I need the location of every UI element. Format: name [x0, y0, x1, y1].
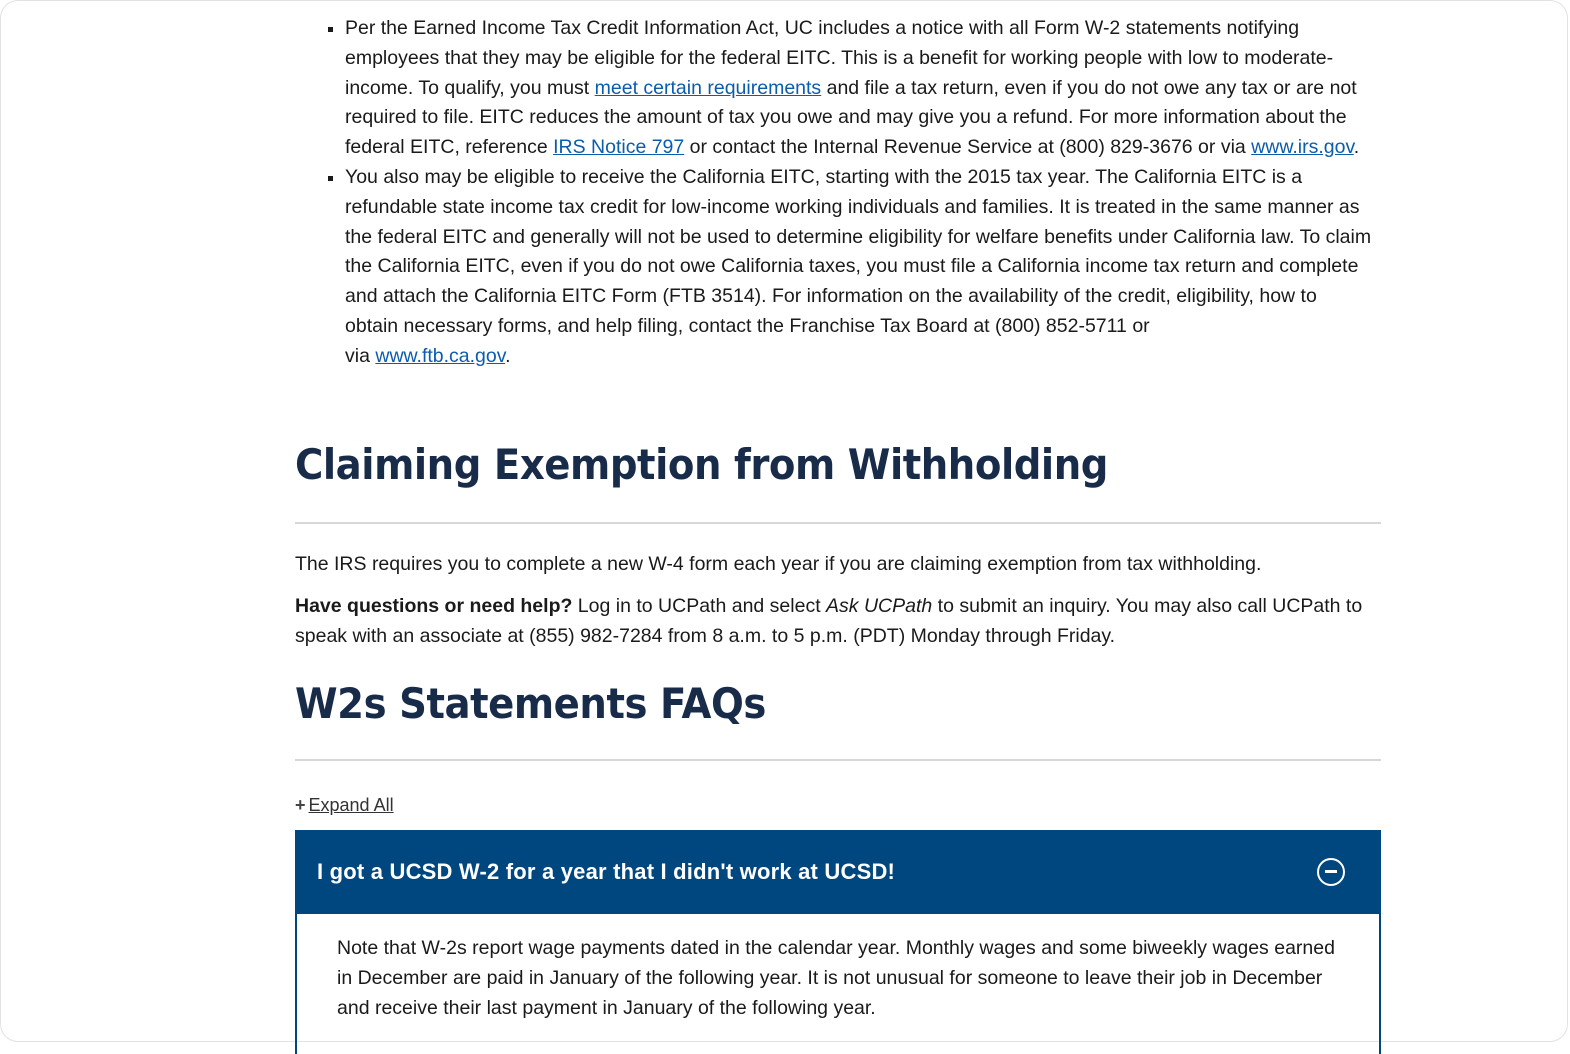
- help-paragraph: [295, 591, 1381, 651]
- bullet-text: .: [1353, 136, 1360, 159]
- meet-requirements-link[interactable]: meet certain requirements: [594, 76, 822, 99]
- minus-circle-icon[interactable]: [1317, 858, 1345, 886]
- faqs-heading: W2s Statements FAQs: [295, 678, 766, 728]
- bullet-text: You also may be eligible to receive the California EITC, starting with the 2015 tax year. The California EITC is a refundable state income tax credit for low-income working individuals and families. It is treated in the same manner as the federal EITC and generally will not be used to determine eligibility for welfare benefits under California law. To claim the California EITC, even if you do not owe California taxes, you must file a California income tax return and complete and attach the California EITC Form (FTB 3514). For information on the availability of the credit, eligibility, how to obtain necessary forms, and help filing, contact the Franchise Tax Board at (800) 852-5711 or: [345, 165, 1372, 337]
- faq-question-title: I got a UCSD W-2 for a year that I didn't work at UCSD!: [317, 858, 896, 884]
- main-content: [295, 14, 1381, 1054]
- faq-accordion: [295, 830, 1381, 1054]
- bullet-text: .: [505, 344, 511, 367]
- bullet-text: via: [345, 344, 376, 367]
- bullet-text: or contact the Internal Revenue Service at (800) 829-3676 or via: [684, 136, 1252, 159]
- help-bold-label: Have questions or need help?: [295, 594, 573, 617]
- bullet-square-icon: [328, 176, 333, 181]
- plus-icon: +: [295, 794, 306, 815]
- list-item-federal-eitc: [345, 14, 1381, 163]
- eitc-bullet-list: [295, 14, 1381, 372]
- faq-question-header[interactable]: [295, 830, 1381, 914]
- expand-all-control[interactable]: [295, 795, 1381, 816]
- faq-answer-panel: [295, 914, 1381, 1054]
- bullet-text: Per the Earned Income Tax Credit Information Act, UC includes a notice with all Form W-2 statements notifying employees that they may be eligible for the federal EITC. This is a benefit for working people with low to moderate-income. To qualify, you must: [345, 17, 1334, 99]
- irs-gov-link[interactable]: www.irs.gov: [1251, 136, 1354, 159]
- expand-all-link[interactable]: Expand All: [308, 794, 394, 815]
- list-item-california-eitc: [345, 163, 1381, 372]
- irs-notice-797-link[interactable]: IRS Notice 797: [553, 136, 685, 159]
- bullet-square-icon: [328, 27, 333, 32]
- ftb-ca-gov-link[interactable]: www.ftb.ca.gov: [375, 344, 506, 367]
- ask-ucpath-label: Ask UCPath: [826, 594, 933, 617]
- bullet-text: and file a tax return, even if you do not owe any tax or are not required to file. EITC reduces the amount of tax you owe and may give you a refund. For more information about the federal EITC, reference: [345, 76, 1357, 159]
- exemption-heading: Claiming Exemption from Withholding: [295, 439, 1108, 489]
- help-text: Log in to UCPath and select: [572, 594, 827, 617]
- exemption-paragraph: The IRS requires you to complete a new W-4 form each year if you are claiming exemption from tax withholding.: [295, 552, 1262, 575]
- help-text: to submit an inquiry. You may also call UCPath to speak with an associate at (855) 982-7284 from 8 a.m. to 5 p.m. (PDT) Monday through Friday.: [295, 594, 1363, 647]
- faq-answer-text: Note that W-2s report wage payments dated in the calendar year. Monthly wages and some biweekly wages earned in December are paid in January of the following year. It is not unusual for someone to leave their job in December and receive their last payment in January of the following year.: [337, 936, 1335, 1019]
